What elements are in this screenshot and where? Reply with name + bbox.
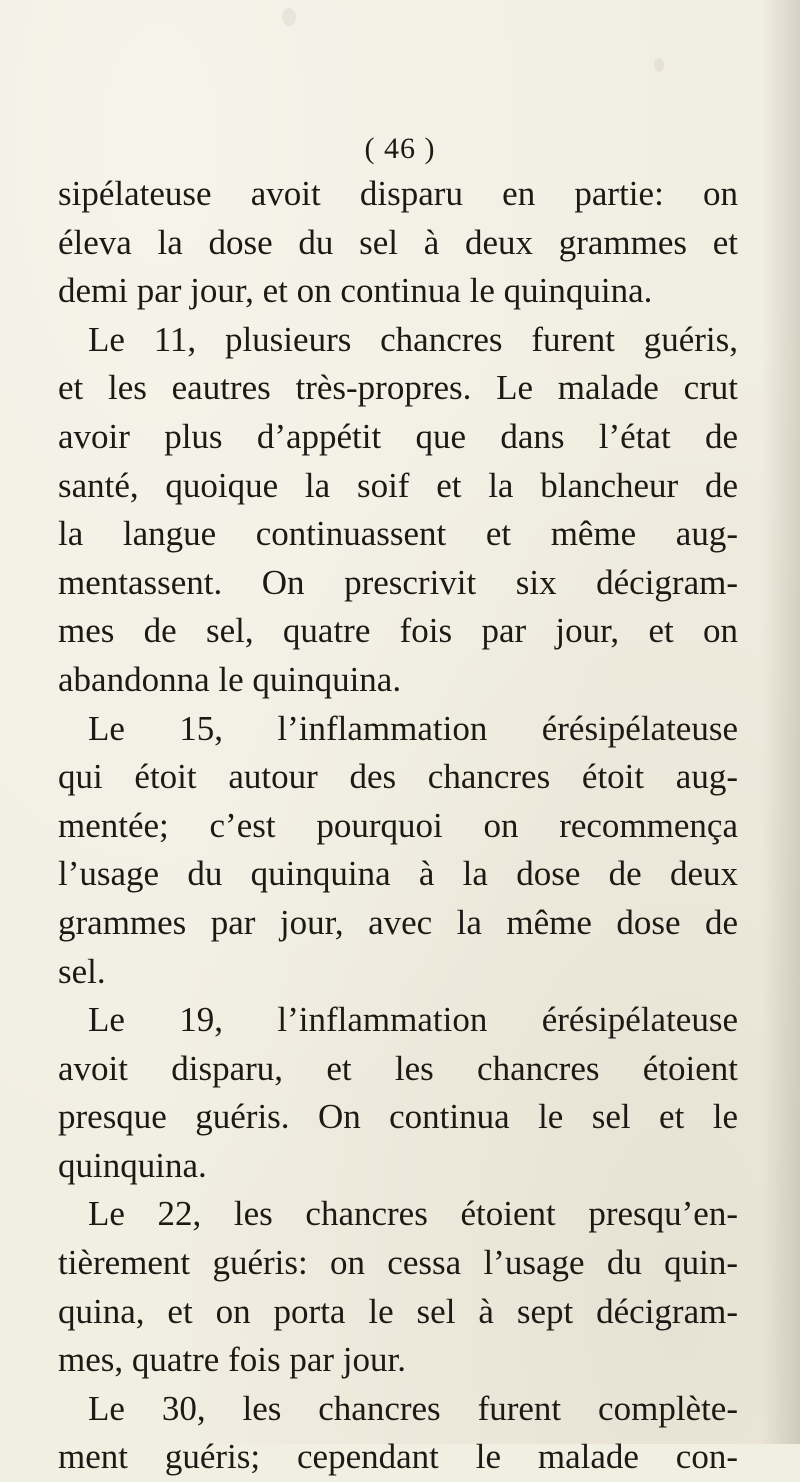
- text-line: mentée; c’est pourquoi on recommença: [58, 805, 738, 845]
- text-line: Le 19, l’inflammation érésipélateuse: [88, 1000, 738, 1040]
- text-line: l’usage du quinquina à la dose de deux: [58, 854, 738, 894]
- text-line: qui étoit autour des chancres étoit aug-: [58, 757, 738, 797]
- text-line: avoir plus d’appétit que dans l’état de: [58, 416, 738, 456]
- text-line: Le 11, plusieurs chancres furent guéris,: [88, 319, 738, 359]
- paper-stain: [654, 58, 664, 72]
- text-line: presque guéris. On continua le sel et le: [58, 1097, 738, 1137]
- body-text: [58, 170, 738, 1482]
- text-line: avoit disparu, et les chancres étoient: [58, 1048, 738, 1088]
- page-edge-shadow: [762, 0, 800, 1444]
- text-line: abandonna le quinquina.: [58, 659, 402, 699]
- text-line: sipélateuse avoit disparu en partie: on: [58, 174, 738, 213]
- text-line: mes, quatre fois par jour.: [58, 1340, 406, 1380]
- text-line: ment guéris; cependant le malade con-: [58, 1437, 738, 1477]
- text-line: sel.: [58, 951, 106, 991]
- text-line: Le 22, les chancres étoient presqu’en-: [88, 1194, 738, 1234]
- text-line: éleva la dose du sel à deux grammes et: [58, 222, 738, 262]
- text-line: quina, et on porta le sel à sept décigram-: [58, 1291, 738, 1331]
- text-line: tièrement guéris: on cessa l’usage du quin-: [58, 1243, 738, 1283]
- page-number: ( 46 ): [364, 132, 436, 165]
- text-line: mentassent. On prescrivit six décigram-: [58, 562, 738, 602]
- text-line: Le 30, les chancres furent complète-: [88, 1388, 738, 1428]
- text-line: demi par jour, et on continua le quinquina.: [58, 271, 653, 311]
- text-line: santé, quoique la soif et la blancheur de: [58, 465, 738, 505]
- text-line: grammes par jour, avec la même dose de: [58, 902, 738, 942]
- text-line: quinquina.: [58, 1145, 207, 1185]
- text-line: Le 15, l’inflammation érésipélateuse: [88, 708, 738, 748]
- text-line: et les eautres très-propres. Le malade crut: [58, 368, 738, 408]
- text-line: mes de sel, quatre fois par jour, et on: [58, 611, 738, 651]
- text-line: la langue continuassent et même aug-: [58, 514, 738, 554]
- paper-stain: [282, 8, 296, 26]
